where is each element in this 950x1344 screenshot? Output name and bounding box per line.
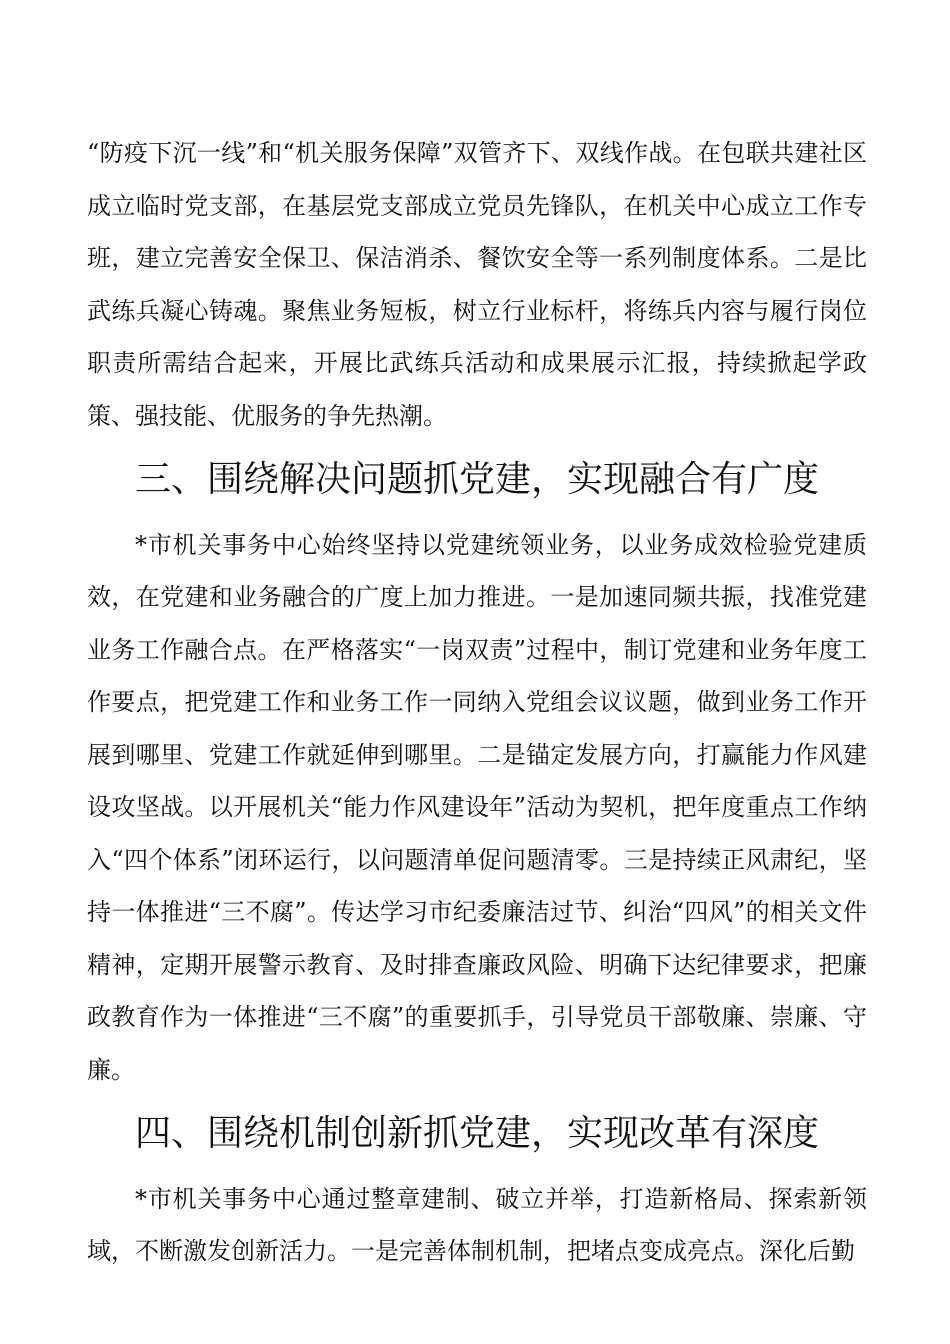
section-heading-4: 四、围绕机制创新抓党建，实现改革有深度 <box>135 1113 820 1154</box>
section-heading-3: 三、围绕解决问题抓党建，实现融合有广度 <box>135 459 820 500</box>
document-body <box>87 127 867 1278</box>
paragraph-continued: “防疫下沉一线”和“机关服务保障”双管齐下、双线作战。在包联共建社区成立临时党支部，在基层党支部成立党员先锋队，在机关中心成立工作专班，建立完善安全保卫、保洁消杀、餐饮安全等一系列制度体系。二是比武练兵凝心铸魂。聚焦业务短板，树立行业标杆，将练兵内容与履行岗位职责所需结合起来，开展比武练兵活动和成果展示汇报，持续掀起学政策、强技能、优服务的争先热潮。 <box>87 139 867 430</box>
paragraph-section-3: *市机关事务中心始终坚持以党建统领业务，以业务成效检验党建质效，在党建和业务融合的广度上加力推进。一是加速同频共振，找准党建业务工作融合点。在严格落实“一岗双责”过程中，制订党建和业务年度工作要点，把党建工作和业务工作一同纳入党组会议议题，做到业务工作开展到哪里、党建工作就延伸到哪里。二是锚定发展方向，打赢能力作风建设攻坚战。以开展机关“能力作风建设年”活动为契机，把年度重点工作纳入“四个体系”闭环运行，以问题清单促问题清零。三是持续正风肃纪，坚持一体推进“三不腐”。传达学习市纪委廉洁过节、纠治“四风”的相关文件精神，定期开展警示教育、及时排查廉政风险、明确下达纪律要求，把廉政教育作为一体推进“三不腐”的重要抓手，引导党员干部敬廉、崇廉、守廉。 <box>87 530 867 1084</box>
paragraph-section-4: *市机关事务中心通过整章建制、破立并举，打造新格局、探索新领域，不断激发创新活力。一是完善体制机制，把堵点变成亮点。深化后勤 <box>87 1184 867 1265</box>
